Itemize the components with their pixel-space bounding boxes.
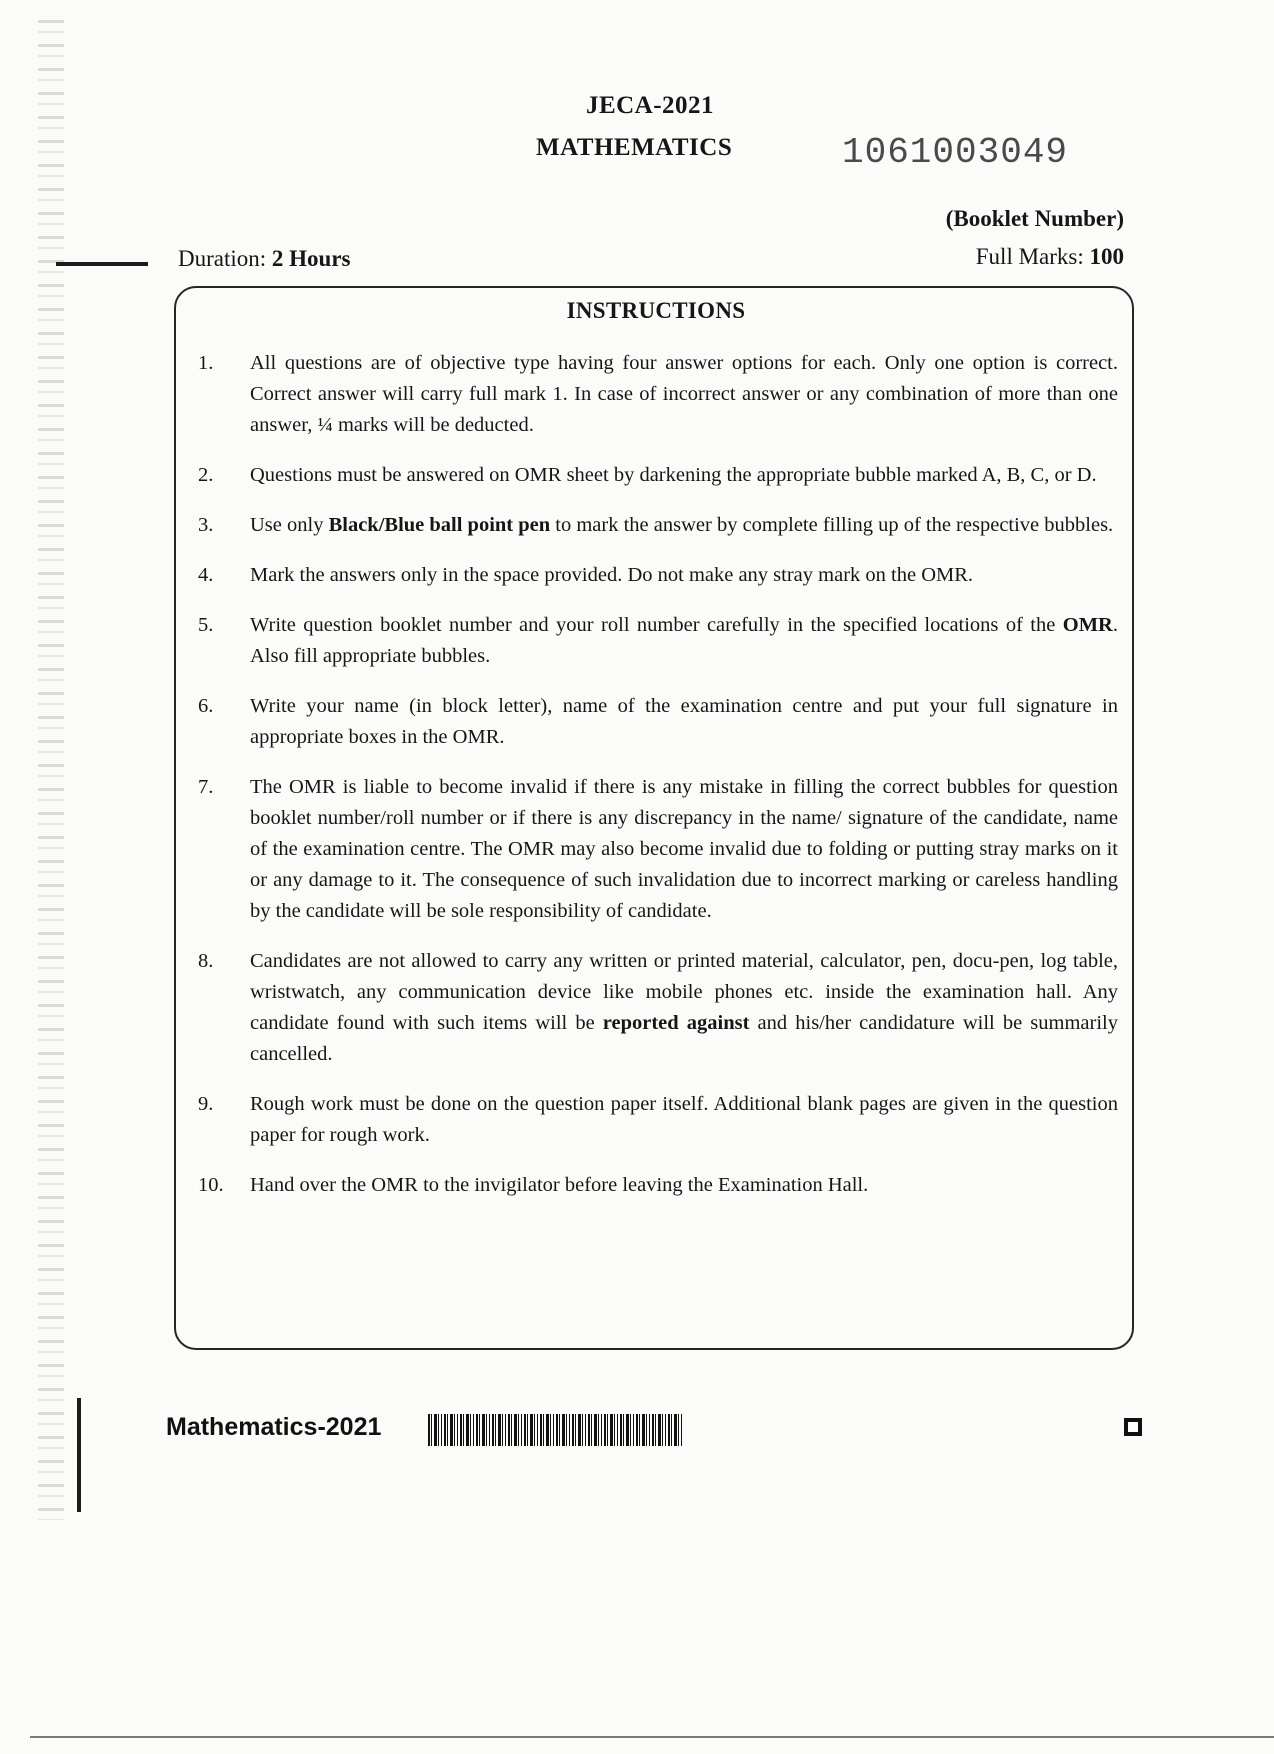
instruction-text-part: . Also fill appropriate bubbles.: [250, 614, 1118, 667]
instruction-item: [198, 1089, 1118, 1151]
instruction-item: [198, 691, 1118, 753]
instruction-emphasis: Black/Blue ball point pen: [328, 514, 551, 536]
instruction-text: Rough work must be done on the question paper itself. Additional blank pages are given in the question paper for rough work.: [250, 1093, 1118, 1146]
instruction-item: [198, 560, 1118, 591]
instruction-emphasis: OMR: [1062, 614, 1113, 636]
instruction-text-part: and his/her candidature will be summarily cancelled.: [250, 1012, 1118, 1065]
subject-title: MATHEMATICS: [536, 134, 733, 161]
full-marks-label: Full Marks:: [975, 244, 1084, 269]
full-marks-value: 100: [1089, 244, 1124, 269]
instruction-text-part: Candidates are not allowed to carry any written or printed material, calculator, pen, docu-pen, log table, wristwatch, any communication device like mobile phones etc. inside the examination hall. Any candidate found with such items will be: [250, 950, 1118, 1034]
instruction-number: 6.: [198, 695, 214, 717]
instruction-text: Mark the answers only in the space provided. Do not make any stray mark on the OMR.: [250, 564, 974, 586]
instruction-text: Hand over the OMR to the invigilator before leaving the Examination Hall.: [250, 1174, 869, 1196]
instruction-text: The OMR is liable to become invalid if there is any mistake in filling the correct bubbles for question booklet number/roll number or if there is any discrepancy in the name/ signature of the candidate, name of the examination centre. The OMR may also become invalid due to folding or putting stray marks on it or any damage to it. The consequence of such invalidation due to incorrect marking or careless handling by the candidate will be sole responsibility of candidate.: [250, 776, 1118, 922]
instruction-number: 2.: [198, 464, 214, 486]
instruction-text-part: to mark the answer by complete filling up of the respective bubbles.: [550, 514, 1114, 536]
instruction-number: 3.: [198, 514, 214, 536]
instructions-list: [198, 348, 1118, 1201]
scan-edge-texture: [38, 20, 64, 1520]
instruction-item: [198, 460, 1118, 491]
instruction-text-part: Use only: [250, 514, 329, 536]
instruction-item: [198, 1170, 1118, 1201]
booklet-number: 1061003049: [842, 132, 1069, 173]
exam-title: JECA-2021: [585, 92, 715, 119]
barcode: [428, 1414, 684, 1446]
instruction-number: 9.: [198, 1093, 214, 1115]
booklet-number-label: (Booklet Number): [945, 206, 1124, 231]
instruction-number: 1.: [198, 352, 214, 374]
instructions-title: INSTRUCTIONS: [566, 298, 746, 323]
instruction-number: 8.: [198, 950, 214, 972]
margin-bar: [77, 1398, 81, 1512]
instruction-item: [198, 772, 1118, 927]
instruction-item: [198, 510, 1118, 541]
registration-mark-icon: [1124, 1418, 1142, 1436]
instruction-text: [250, 514, 1113, 536]
instruction-text: Write your name (in block letter), name of the examination centre and put your full signature in appropriate boxes in the OMR.: [250, 695, 1118, 748]
instruction-text: [250, 950, 1118, 1065]
instruction-text: Questions must be answered on OMR sheet by darkening the appropriate bubble marked A, B, C, or D.: [250, 464, 1097, 486]
footer-subject-label: Mathematics-2021: [166, 1413, 382, 1441]
instruction-item: [198, 610, 1118, 672]
instruction-item: [198, 946, 1118, 1070]
instructions-box: [174, 286, 1134, 1350]
margin-mark: [56, 262, 148, 266]
instruction-text-part: Write question booklet number and your roll number carefully in the specified locations of the: [250, 614, 1063, 636]
bottom-rule: [30, 1736, 1274, 1738]
instruction-number: 7.: [198, 776, 214, 798]
duration-value: 2 Hours: [271, 246, 351, 271]
instruction-text: [250, 614, 1118, 667]
instruction-number: 10.: [198, 1174, 224, 1196]
instruction-emphasis: reported against: [602, 1012, 750, 1034]
instruction-item: [198, 348, 1118, 441]
instruction-number: 4.: [198, 564, 214, 586]
instruction-text: All questions are of objective type having four answer options for each. Only one option is correct. Correct answer will carry full mark 1. In case of incorrect answer or any combination of more than one answer, ¼ marks will be deducted.: [250, 352, 1118, 436]
duration: [178, 246, 351, 272]
instruction-number: 5.: [198, 614, 214, 636]
duration-label: Duration:: [178, 246, 267, 271]
full-marks: [976, 244, 1124, 270]
